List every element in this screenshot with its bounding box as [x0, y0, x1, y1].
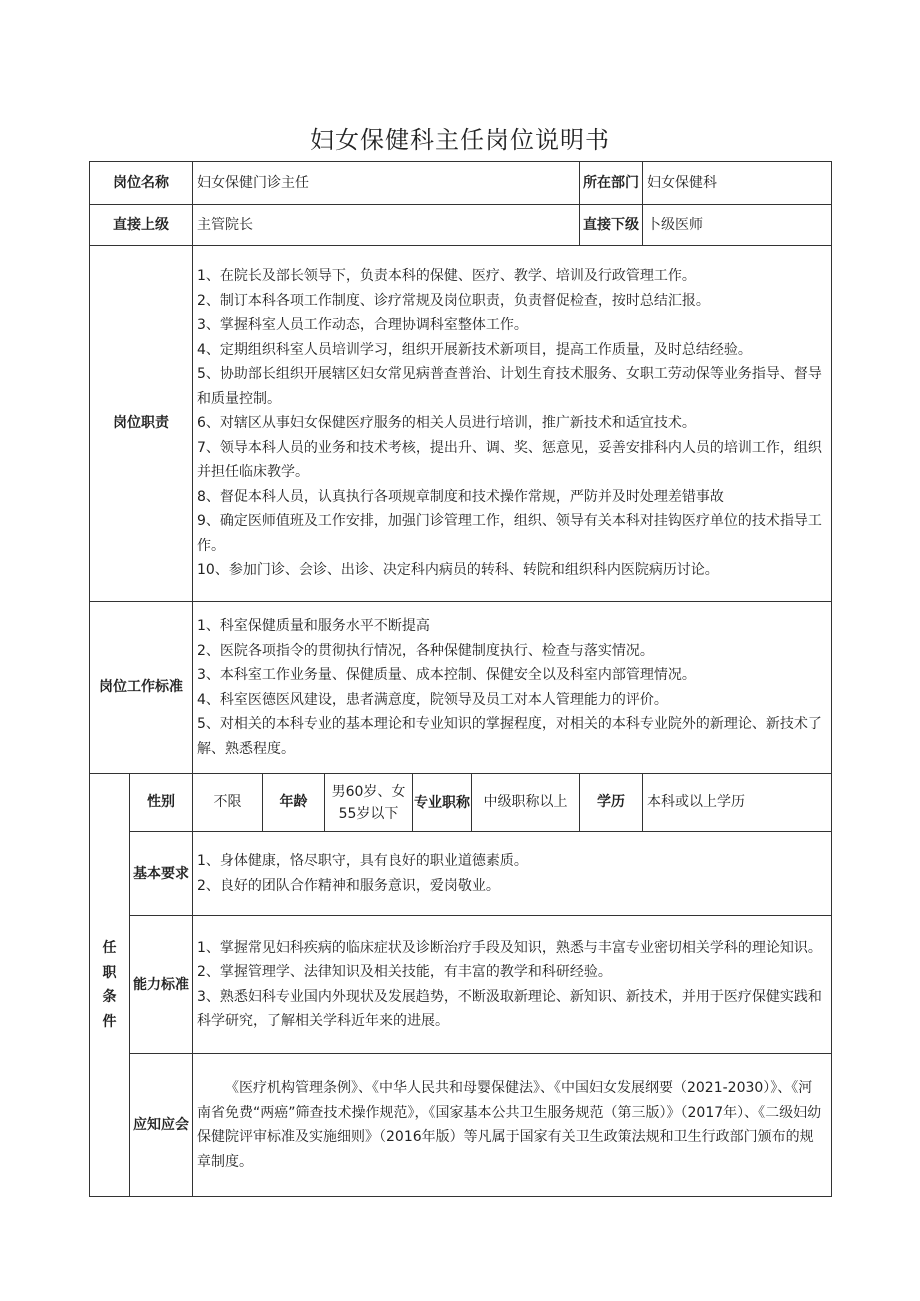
- list-item: 4、科室医德医风建设，患者满意度，院领导及员工对本人管理能力的评价。: [197, 691, 668, 708]
- list-item: 5、对相关的本科专业的基本理论和专业知识的掌握程度，对相关的本科专业院外的新理论、新技术了解、熟悉程度。: [197, 716, 822, 757]
- position-name-label: 岗位名称: [90, 162, 193, 205]
- list-item: 3、熟悉妇科专业国内外现状及发展趋势，不断汲取新理论、新知识、新技术，并用于医疗保健实践和科学研究，了解相关学科近年来的进展。: [197, 988, 822, 1029]
- title-label: 专业职称: [413, 774, 472, 832]
- gender-label: 性别: [130, 774, 193, 832]
- basic-requirements-label: 基本要求: [130, 832, 193, 916]
- list-item: 2、掌握管理学、法律知识及相关技能，有丰富的教学和科研经验。: [197, 964, 612, 980]
- standards-list: [193, 602, 832, 774]
- knowledge-row: [90, 1054, 832, 1197]
- list-item: 2、良好的团队合作精神和服务意识，爱岗敬业。: [197, 877, 500, 894]
- standards-label: 岗位工作标准: [90, 602, 193, 774]
- knowledge-text: 《医疗机构管理条例》、《中华人民共和母婴保健法》、《中国妇女发展纲要（2021-2030）》、《河南省免费“两癌”筛查技术操作规范》，《国家基本公共卫生服务规范（第三版）》（2017年）、《二级妇幼保健院评审标准及实施细则》（2016年版）等凡属于国家有关卫生政策法规和卫生行政部门颁布的规章制度。: [193, 1054, 832, 1197]
- list-item: 2、医院各项指令的贯彻执行情况，各种保健制度执行、检查与落实情况。: [197, 642, 654, 659]
- education-value: 本科或以上学历: [643, 774, 832, 832]
- subordinate-label: 直接下级: [580, 205, 643, 246]
- qualifications-label: 任职条件: [90, 774, 130, 1197]
- standards-row: [90, 602, 832, 774]
- list-item: 5、协助部长组织开展辖区妇女常见病普查普治、计划生育技术服务、女职工劳动保等业务指导、督导和质量控制。: [197, 366, 822, 407]
- duties-row: [90, 246, 832, 602]
- job-description-table: [89, 161, 832, 1197]
- knowledge-label: 应知应会: [130, 1054, 193, 1197]
- gender-value: 不限: [193, 774, 263, 832]
- superior-label: 直接上级: [90, 205, 193, 246]
- list-item: 4、定期组织科室人员培训学习，组织开展新技术新项目，提高工作质量，及时总结经验。: [197, 341, 752, 358]
- list-item: 7、领导本科人员的业务和技术考核，提出升、调、奖、惩意见，妥善安排科内人员的培训工作，组织并担任临床教学。: [197, 439, 822, 481]
- basic-requirements-list: [193, 832, 832, 916]
- ability-list: [193, 916, 832, 1054]
- age-label: 年龄: [263, 774, 325, 832]
- superior-value: 主管院长: [193, 205, 580, 246]
- department-value: 妇女保健科: [643, 162, 832, 205]
- list-item: 6、对辖区从事妇女保健医疗服务的相关人员进行培训，推广新技术和适宜技术。: [197, 415, 696, 432]
- subordinate-value: 卜级医师: [643, 205, 832, 246]
- list-item: 1、掌握常见妇科疾病的临床症状及诊断治疗手段及知识，熟悉与丰富专业密切相关学科的理论知识。: [197, 939, 822, 956]
- list-item: 9、确定医师值班及工作安排，加强门诊管理工作，组织、领导有关本科对挂钩医疗单位的技术指导工作。: [197, 513, 822, 554]
- title-value: 中级职称以上: [472, 774, 580, 832]
- reporting-row: [90, 205, 832, 246]
- ability-label: 能力标准: [130, 916, 193, 1054]
- list-item: 1、在院长及部长领导下，负责本科的保健、医疗、教学、培训及行政管理工作。: [197, 268, 696, 285]
- list-item: 10、参加门诊、会诊、出诊、决定科内病员的转科、转院和组织科内医院病历讨论。: [197, 562, 719, 579]
- position-name-value: 妇女保健门诊主任: [193, 162, 580, 205]
- ability-row: [90, 916, 832, 1054]
- list-item: 1、科室保健质量和服务水平不断提高: [197, 618, 430, 634]
- duties-list: [193, 246, 832, 602]
- department-label: 所在部门: [580, 162, 643, 205]
- page-title: 妇女保健科主任岗位说明书: [310, 126, 610, 154]
- list-item: 8、督促本科人员，认真执行各项规章制度和技术操作常规，严防并及时处理差错事故: [197, 488, 724, 505]
- basic-requirements-row: [90, 832, 832, 916]
- list-item: 3、掌握科室人员工作动态，合理协调科室整体工作。: [197, 317, 528, 334]
- list-item: 3、本科室工作业务量、保健质量、成本控制、保健安全以及科室内部管理情况。: [197, 667, 696, 683]
- list-item: 2、制订本科各项工作制度、诊疗常规及岗位职责，负责督促检查，按时总结汇报。: [197, 292, 710, 309]
- basic-attributes-row: [90, 774, 832, 832]
- duties-label: 岗位职责: [90, 246, 193, 602]
- age-value: 男60岁、女55岁以下: [325, 774, 413, 832]
- list-item: 1、身体健康，恪尽职守，具有良好的职业道德素质。: [197, 853, 528, 869]
- education-label: 学历: [580, 774, 643, 832]
- position-row: [90, 162, 832, 205]
